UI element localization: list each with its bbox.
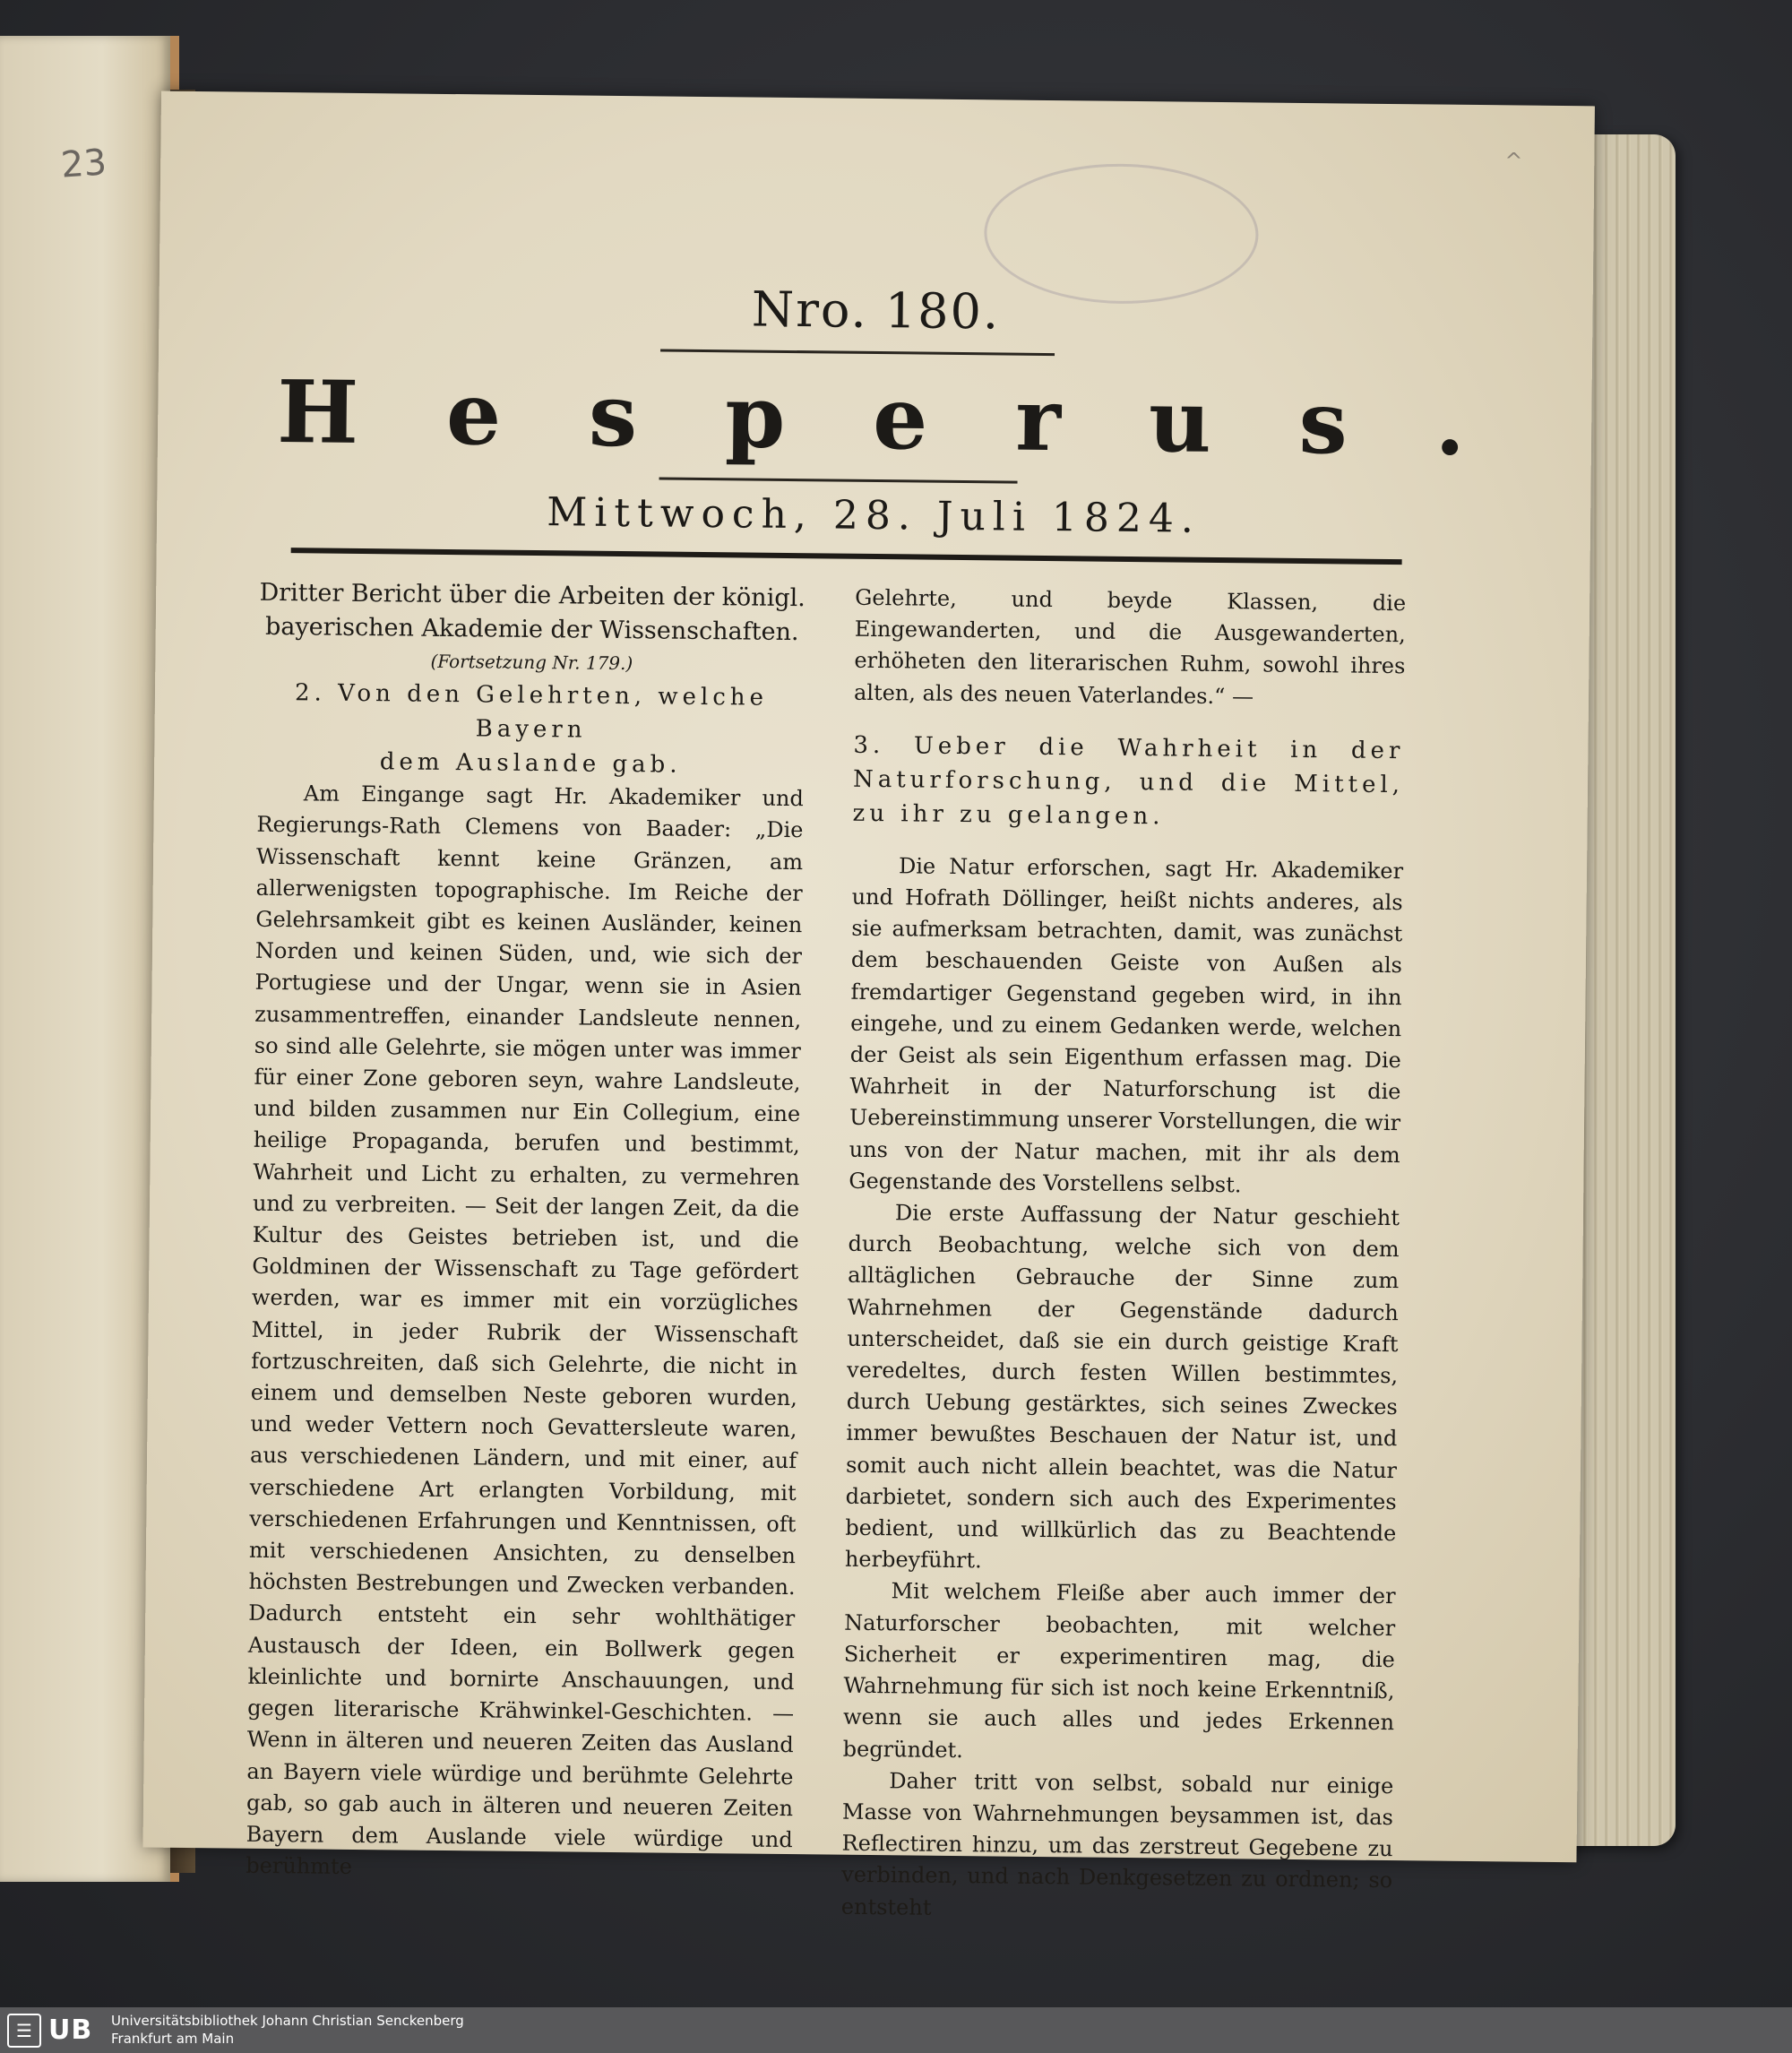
left-column (246, 576, 806, 1888)
article-title-line-2: bayerischen Akademie der Wissenschaften. (264, 612, 799, 647)
body-paragraph: Mit welchem Fleiße aber auch immer der Naturforscher beobachten, mit welcher Sicherheit er experimentiren mag, die Wahrnehmung für sich ist noch keine Erkenntniß, wenn sie auch alles und jedes Erkennen begründet. (842, 1578, 1396, 1763)
body-paragraph: Am Eingange sagt Hr. Akademiker und Regierungs-Rath Clemens von Baader: „Die Wissenschaft kennt keine Gränzen, am allerwenigsten topographische. Im Reiche der Gelehrsamkeit gibt es keinen Ausländer, keinen Norden und keinen Süden, und, wie sich der Portugiese und der Ungar, wenn sie in Asien zusammentreffen, einander Landsleute nennen, so sind alle Gelehrte, sie mögen unter was immer für einer Zone geboren seyn, wahre Landsleute, und bilden zusammen nur Ein Collegium, eine heilige Propaganda, berufen und bestimmt, Wahrheit und Licht zu erhalten, zu vermehren und zu verbreiten. — Seit der langen Zeit, da die Kultur des Geistes betrieben ist, und die Goldminen der Wissenschaft zu Tage gefördert werden, war es immer mit ein vorzügliches Mittel, in jeder Rubrik der Wissenschaft fortzuschreiten, daß sich Gelehrte, die nicht in einem und demselben Neste geboren wurden, und weder Vettern noch Gevattersleute waren, aus verschiedenen Ländern, und mit einer, auf verschiedene Art erlangten Vorbildung, mit verschiedenen Erfahrungen und Kenntnissen, oft mit verschiedenen Ansichten, zu denselben höchsten Bestrebungen und Zwecken verbanden. Dadurch entsteht ein sehr wohlthätiger Austausch der Ideen, ein Bollwerk gegen kleinlichte und bornirte Anschauungen, und gegen literarische Krähwinkel-Geschichten. — Wenn in älteren und neueren Zeiten das Ausland an Bayern viele würdige und berühmte Gelehrte gab, so gab auch in älteren und neueren Zeiten Bayern dem Auslande viele würdige und berühmte (246, 781, 804, 1880)
library-emblem-icon: ☰ (7, 2014, 41, 2048)
newspaper-title: Hesperus. (276, 360, 1554, 476)
issue-number: Nro. 180. (751, 280, 1001, 341)
body-paragraph-continuation: Gelehrte, und beyde Klassen, die Eingewanderten, und die Ausgewanderten, erhöheten den literarischen Ruhm, sowohl ihres alten, als des neuen Vaterlandes.“ — (853, 584, 1407, 710)
article-title-line-1: Dritter Bericht über die Arbeiten der königl. (259, 578, 806, 613)
ub-logo (7, 2013, 92, 2048)
margin-note: 23 (59, 142, 108, 186)
section-heading-2-line-2: dem Auslande gab. (379, 748, 682, 779)
body-paragraph: Die Natur erforschen, sagt Hr. Akademiker und Hofrath Döllinger, heißt nichts anderes, als sie aufmerksam betrachten, damit, was zunächst dem beschauenden Geiste von Außen als fremdartiger Gegenstand gegeben wird, in ihn eingehe, und zu einem Gedanken werde, welchen der Geist als sein Eigenthum erfassen mag. Die Wahrheit in der Naturforschung ist die Uebereinstimmung unserer Vorstellungen, die wir uns von der Natur machen, mit ihr als dem Gegenstande des Vorstellens selbst. (849, 853, 1404, 1198)
newspaper-page (143, 91, 1595, 1920)
issue-date: Mittwoch, 28. Juli 1824. (547, 489, 1202, 542)
section-heading-2-line-1: 2. Von den Gelehrten, welche Bayern (294, 679, 769, 744)
institution-name: Universitätsbibliothek Johann Christian Senckenberg (111, 2013, 464, 2029)
institution-location: Frankfurt am Main (111, 2031, 235, 2047)
masthead-rule-top (660, 349, 1055, 356)
body-paragraph: Die erste Auffassung der Natur geschieht durch Beobachtung, welche sich von dem alltäglichen Gebrauche der Sinne zum Wahrnehmen der Gegenstände dadurch unterscheidet, daß sie ein durch geistige Kraft veredeltes, durch festen Willen bestimmtes, durch Uebung gestärktes, sich seines Zweckes immer bewußtes Beschauen der Natur ist, und somit auch nicht allein beachtet, was die Natur darbietet, sondern sich auch des Experimentes bedient, und willkürlich das zu Beachtende herbeyführt. (844, 1200, 1400, 1574)
body-paragraph: Daher tritt von selbst, sobald nur einige Masse von Wahrnehmungen beysammen ist, das Reflectiren hinzu, um das zerstreut Gegebene zu verbinden, und nach Denkgesetzen zu ordnen; so entsteht (840, 1767, 1394, 1920)
masthead-rule-thick (291, 548, 1402, 565)
ub-logo-text: UB (48, 2014, 93, 2046)
library-footer (0, 2007, 1792, 2053)
right-column (841, 582, 1407, 1928)
section-heading-3: 3. Ueber die Wahrheit in der Naturforschung, und die Mittel, zu ihr zu gelangen. (852, 731, 1405, 831)
masthead-rule-middle (659, 477, 1018, 483)
continuation-note: (Fortsetzung Nr. 179.) (430, 650, 633, 675)
section-heading-2 (257, 676, 805, 783)
article-title (259, 576, 806, 650)
corner-pencil-mark: ^ (1504, 148, 1523, 174)
